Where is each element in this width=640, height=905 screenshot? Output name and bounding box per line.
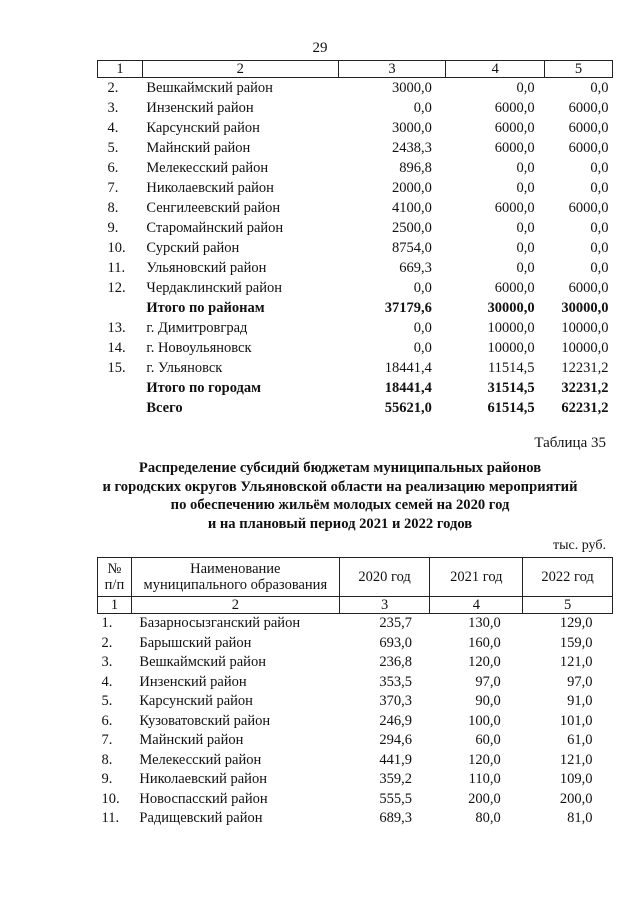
column-number: 3 <box>338 61 446 78</box>
value-col-4: 6000,0 <box>494 280 535 296</box>
value-col-3: 0,0 <box>413 320 432 336</box>
column-number: 5 <box>523 597 613 614</box>
value-col-3: 18441,4 <box>384 380 432 396</box>
value-col-4: 61514,5 <box>487 400 535 416</box>
value-col-5: 109,0 <box>559 771 593 787</box>
column-number: 1 <box>98 597 132 614</box>
row-number: 14. <box>107 340 126 356</box>
row-number: 6. <box>107 160 119 176</box>
row-number: 10. <box>107 240 126 256</box>
value-col-5: 62231,2 <box>561 400 609 416</box>
value-col-5: 159,0 <box>559 634 593 651</box>
value-col-4: 0,0 <box>516 260 535 276</box>
value-col-3: 441,9 <box>379 751 412 768</box>
table-row <box>98 614 613 634</box>
column-number: 2 <box>142 61 338 78</box>
value-col-3: 236,8 <box>379 654 412 670</box>
value-col-4: 97,0 <box>475 673 501 690</box>
table-row <box>98 198 613 218</box>
table-row <box>98 751 613 771</box>
value-col-5: 200,0 <box>559 790 593 807</box>
value-col-4: 110,0 <box>468 771 501 787</box>
value-col-4: 6000,0 <box>494 120 535 136</box>
value-col-5: 0,0 <box>590 80 609 96</box>
row-number: 3. <box>101 654 113 670</box>
value-col-3: 689,3 <box>379 810 412 826</box>
row-number: 8. <box>101 751 113 768</box>
value-col-5: 6000,0 <box>568 100 609 116</box>
table-row <box>98 138 613 158</box>
row-number: 7. <box>101 732 113 748</box>
value-col-3: 2000,0 <box>391 180 432 196</box>
row-name: Мелекесский район <box>146 160 269 176</box>
row-name: Ульяновский район <box>146 260 267 276</box>
table-row <box>98 809 613 829</box>
value-col-3: 55621,0 <box>384 400 432 416</box>
value-col-5: 101,0 <box>559 712 593 729</box>
value-col-5: 6000,0 <box>568 200 609 216</box>
table-row <box>98 338 613 358</box>
table-row <box>98 98 613 118</box>
row-name: Майнский район <box>139 732 244 748</box>
header-2022: 2022 год <box>523 558 613 597</box>
row-name: г. Ульяновск <box>146 360 223 376</box>
column-number: 4 <box>446 61 545 78</box>
column-number: 3 <box>339 597 430 614</box>
value-col-5: 61,0 <box>567 732 593 748</box>
table-row <box>98 158 613 178</box>
row-name: Базарносызганский район <box>139 615 301 631</box>
row-number: 9. <box>101 771 113 787</box>
table-row <box>98 218 613 238</box>
table-row <box>98 653 613 673</box>
value-col-3: 294,6 <box>379 732 412 748</box>
value-col-4: 0,0 <box>516 80 535 96</box>
table-row <box>98 770 613 790</box>
row-name: Всего <box>146 400 183 416</box>
header-2020: 2020 год <box>339 558 430 597</box>
header-text: Наименование <box>190 561 281 577</box>
row-name: Инзенский район <box>146 100 254 116</box>
value-col-4: 11514,5 <box>487 360 535 376</box>
value-col-3: 3000,0 <box>391 120 432 136</box>
table-row <box>98 790 613 810</box>
value-col-4: 130,0 <box>468 615 501 631</box>
row-name: Вешкаймский район <box>139 654 266 670</box>
row-number: 4. <box>101 673 113 690</box>
row-name: Николаевский район <box>139 771 267 787</box>
value-col-5: 6000,0 <box>568 120 609 136</box>
value-col-4: 200,0 <box>468 790 501 807</box>
value-col-3: 353,5 <box>379 673 412 690</box>
row-name: Карсунский район <box>146 120 260 136</box>
value-col-3: 235,7 <box>379 615 412 631</box>
value-col-4: 0,0 <box>516 240 535 256</box>
row-name: Инзенский район <box>139 673 247 690</box>
row-number: 12. <box>107 280 126 296</box>
value-col-3: 0,0 <box>413 340 432 356</box>
header-text: п/п <box>104 577 125 593</box>
value-col-5: 6000,0 <box>568 140 609 156</box>
value-col-3: 2438,3 <box>391 140 432 156</box>
value-col-5: 30000,0 <box>561 300 609 316</box>
value-col-4: 0,0 <box>516 180 535 196</box>
row-number: 4. <box>107 120 119 136</box>
row-number: 13. <box>107 320 126 336</box>
value-col-4: 0,0 <box>516 220 535 236</box>
header-text: муниципального образования <box>143 577 328 593</box>
value-col-5: 0,0 <box>590 220 609 236</box>
value-col-5: 97,0 <box>567 673 593 690</box>
row-number: 11. <box>101 810 120 826</box>
value-col-5: 121,0 <box>559 654 593 670</box>
value-col-3: 2500,0 <box>391 220 432 236</box>
value-col-3: 246,9 <box>379 712 412 729</box>
value-col-4: 160,0 <box>468 634 501 651</box>
header-name <box>131 558 339 597</box>
value-col-3: 3000,0 <box>391 80 432 96</box>
row-name: Николаевский район <box>146 180 274 196</box>
value-col-3: 555,5 <box>379 790 412 807</box>
value-col-5: 0,0 <box>590 240 609 256</box>
value-col-5: 10000,0 <box>561 340 609 356</box>
value-col-3: 18441,4 <box>384 360 432 376</box>
row-name: Вешкаймский район <box>146 80 273 96</box>
value-col-5: 0,0 <box>590 160 609 176</box>
row-name: Итого по городам <box>146 380 262 396</box>
row-name: Майнский район <box>146 140 251 156</box>
table-row <box>98 692 613 712</box>
row-name: г. Димитровград <box>146 320 248 336</box>
header-text: № <box>107 561 122 577</box>
value-col-5: 32231,2 <box>561 380 609 396</box>
value-col-3: 0,0 <box>413 280 432 296</box>
row-number <box>98 398 143 418</box>
row-name: Сенгилеевский район <box>146 200 281 216</box>
column-number: 4 <box>430 597 523 614</box>
value-col-5: 81,0 <box>567 810 593 826</box>
row-number: 7. <box>107 180 119 196</box>
table-row <box>98 238 613 258</box>
row-number: 2. <box>107 80 119 96</box>
value-col-4: 60,0 <box>475 732 501 748</box>
row-number: 3. <box>107 100 119 116</box>
table-row <box>98 118 613 138</box>
row-number: 11. <box>107 260 126 276</box>
value-col-5: 0,0 <box>590 180 609 196</box>
value-col-3: 0,0 <box>413 100 432 116</box>
value-col-4: 6000,0 <box>494 200 535 216</box>
table-row <box>98 258 613 278</box>
row-name: Кузоватовский район <box>139 712 271 729</box>
column-number-row <box>98 597 613 614</box>
unit-label: тыс. руб. <box>553 538 606 553</box>
value-col-5: 129,0 <box>559 615 593 631</box>
table-row <box>98 178 613 198</box>
value-col-3: 359,2 <box>379 771 412 787</box>
value-col-5: 6000,0 <box>568 280 609 296</box>
title-line: по обеспечению жильём молодых семей на 2020 год <box>170 497 510 513</box>
table-row <box>98 78 613 99</box>
value-col-4: 30000,0 <box>487 300 535 316</box>
table-row <box>98 712 613 732</box>
value-col-4: 100,0 <box>468 712 501 729</box>
value-col-5: 91,0 <box>567 693 593 709</box>
total-row <box>98 378 613 398</box>
value-col-4: 10000,0 <box>487 340 535 356</box>
value-col-5: 121,0 <box>559 751 593 768</box>
row-number: 15. <box>107 360 126 376</box>
title-line: и городских округов Ульяновской области на реализацию мероприятий <box>102 478 578 495</box>
title-line: Распределение субсидий бюджетам муниципальных районов <box>138 460 542 476</box>
row-number: 2. <box>101 634 113 651</box>
row-number: 8. <box>107 200 119 216</box>
total-row <box>98 298 613 318</box>
table-row <box>98 358 613 378</box>
column-number: 2 <box>131 597 339 614</box>
row-name: г. Новоульяновск <box>146 340 252 356</box>
row-name: Итого по районам <box>146 300 265 316</box>
value-col-3: 370,3 <box>379 693 412 709</box>
table-row <box>98 731 613 751</box>
table-row <box>98 673 613 693</box>
housing-subsidy-table <box>97 557 613 829</box>
row-number: 5. <box>101 693 113 709</box>
value-col-3: 896,8 <box>399 160 432 176</box>
table-title <box>60 459 620 533</box>
value-col-4: 120,0 <box>468 654 501 670</box>
total-row <box>98 398 613 418</box>
row-number: 10. <box>101 790 120 807</box>
value-col-4: 80,0 <box>475 810 501 826</box>
column-number: 5 <box>545 61 613 78</box>
value-col-5: 0,0 <box>590 260 609 276</box>
row-name: Мелекесский район <box>139 751 262 768</box>
value-col-4: 0,0 <box>516 160 535 176</box>
row-name: Сурский район <box>146 240 240 256</box>
header-2021: 2021 год <box>430 558 523 597</box>
value-col-5: 12231,2 <box>561 360 609 376</box>
row-name: Новоспасский район <box>139 790 268 807</box>
row-name: Карсунский район <box>139 693 253 709</box>
table-header-row <box>98 558 613 597</box>
value-col-4: 120,0 <box>468 751 501 768</box>
table-row <box>98 634 613 654</box>
continued-subsidy-table <box>97 60 613 418</box>
row-number <box>98 298 143 318</box>
value-col-3: 37179,6 <box>384 300 432 316</box>
title-line: и на плановый период 2021 и 2022 годов <box>207 515 473 532</box>
row-number: 1. <box>101 615 113 631</box>
value-col-3: 669,3 <box>399 260 432 276</box>
header-number <box>98 558 132 597</box>
value-col-3: 8754,0 <box>391 240 432 256</box>
table-row <box>98 278 613 298</box>
row-number: 9. <box>107 220 119 236</box>
row-name: Радищевский район <box>139 810 263 826</box>
value-col-3: 4100,0 <box>391 200 432 216</box>
row-name: Старомайнский район <box>146 220 284 236</box>
row-number: 6. <box>101 712 113 729</box>
value-col-3: 693,0 <box>379 634 412 651</box>
value-col-4: 6000,0 <box>494 140 535 156</box>
value-col-4: 10000,0 <box>487 320 535 336</box>
value-col-4: 31514,5 <box>487 380 535 396</box>
table-label: Таблица 35 <box>534 435 606 451</box>
column-number: 1 <box>98 61 143 78</box>
value-col-5: 10000,0 <box>561 320 609 336</box>
value-col-4: 90,0 <box>475 693 501 709</box>
row-number: 5. <box>107 140 119 156</box>
row-name: Чердаклинский район <box>146 280 283 296</box>
row-name: Барышский район <box>139 634 252 651</box>
row-number <box>98 378 143 398</box>
table-row <box>98 318 613 338</box>
column-number-row <box>98 61 613 78</box>
page-number: 29 <box>312 40 328 56</box>
value-col-4: 6000,0 <box>494 100 535 116</box>
